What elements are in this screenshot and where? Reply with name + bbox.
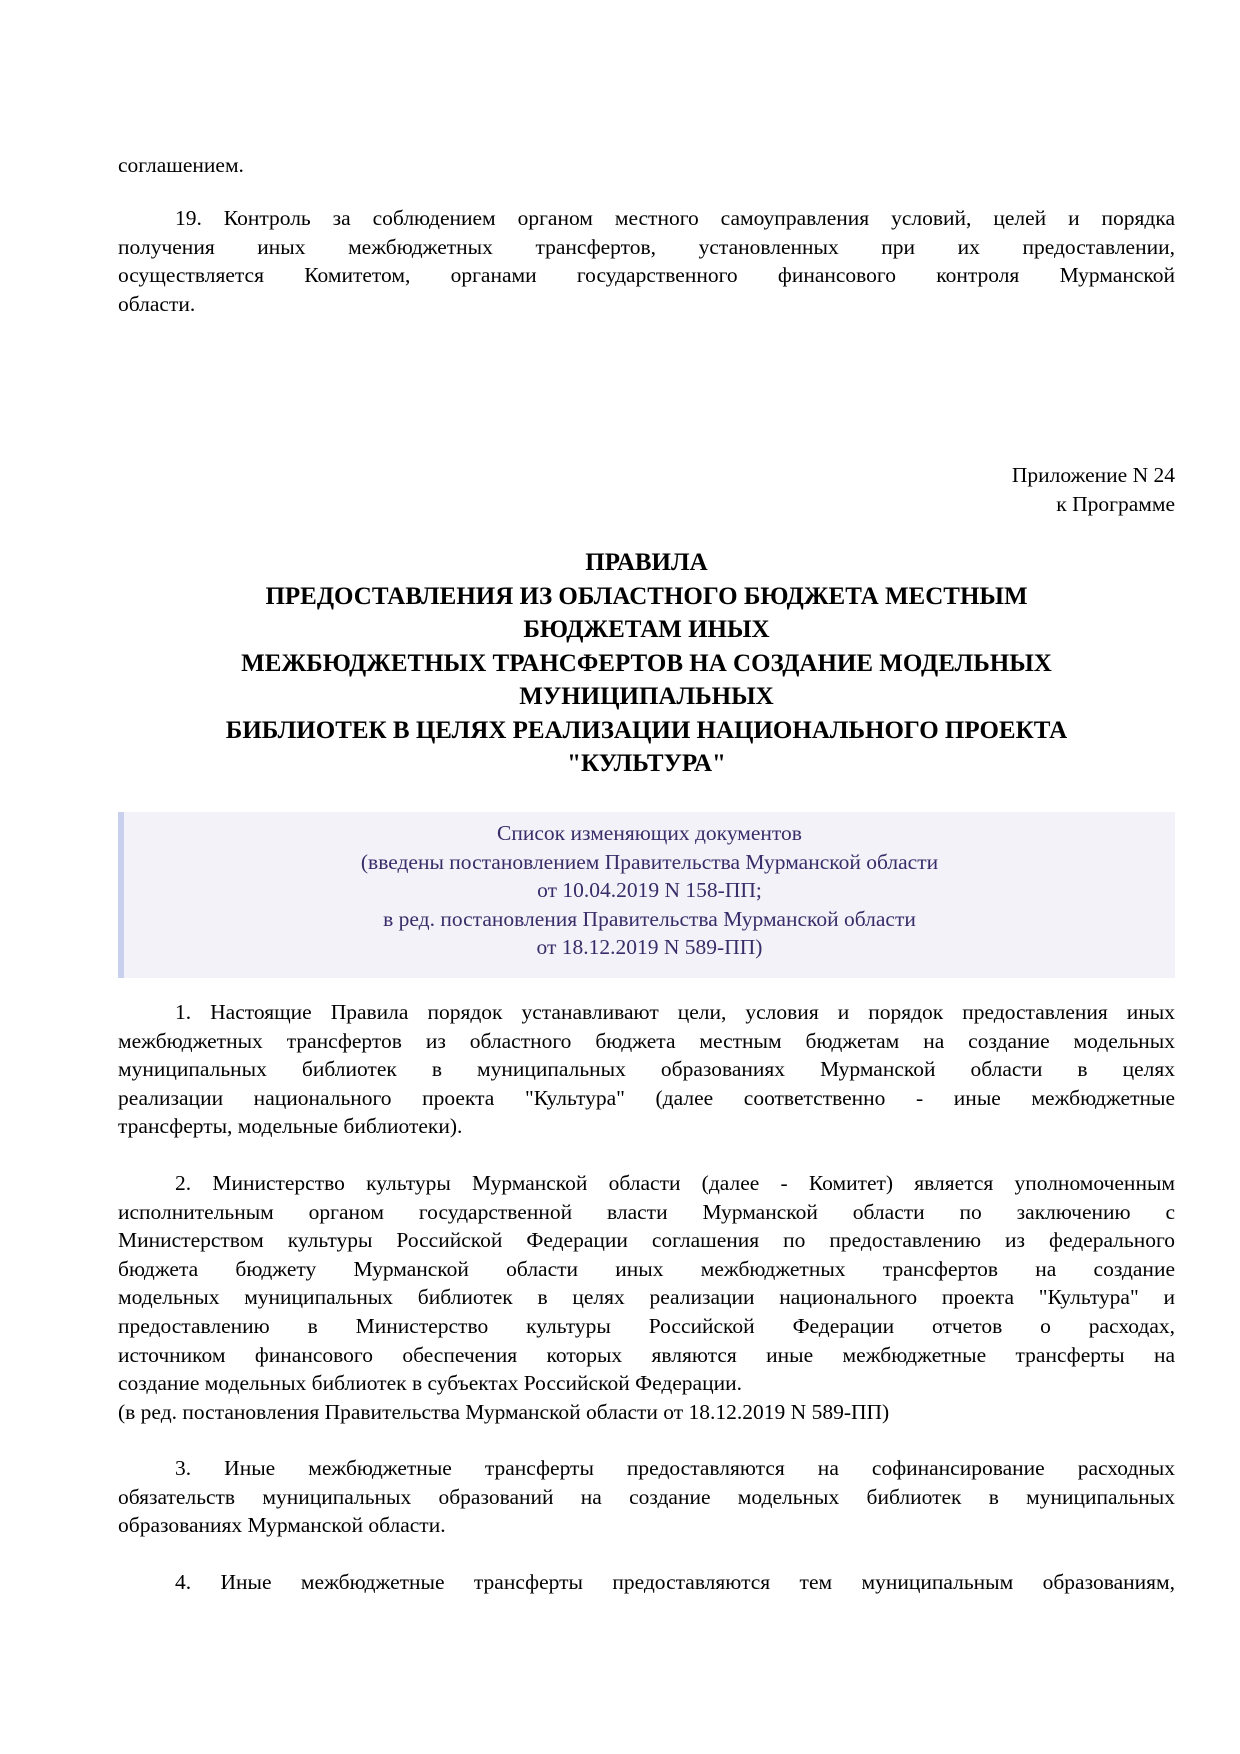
text-line: получения иных межбюджетных трансфертов, установленных при их предоставлении, (118, 234, 1175, 259)
appendix-number: Приложение N 24 (1011, 463, 1175, 487)
text-line: 3. Иные межбюджетные трансферты предоставляются на софинансирование расходных (175, 1456, 1175, 1480)
text-line: создание модельных библиотек в субъектах Российской Федерации. (118, 1371, 742, 1396)
paragraph-3 (118, 1454, 1175, 1540)
changes-line: в ред. постановления Правительства Мурманской области (383, 906, 916, 931)
title-line: ПРАВИЛА (585, 549, 708, 576)
document-title (118, 546, 1175, 781)
title-line: ПРЕДОСТАВЛЕНИЯ ИЗ ОБЛАСТНОГО БЮДЖЕТА МЕСТНЫМ (265, 582, 1028, 610)
paragraph-19 (118, 204, 1175, 318)
text-line: исполнительным органом государственной власти Мурманской области по заключению с (118, 1199, 1175, 1224)
amendment-note: (в ред. постановления Правительства Мурманской области от 18.12.2019 N 589-ПП) (118, 1399, 890, 1424)
text-line: 2. Министерство культуры Мурманской области (далее - Комитет) является уполномоченным (175, 1171, 1175, 1195)
text-line: межбюджетных трансфертов из областного бюджета местным бюджетам на создание модельных (118, 1028, 1175, 1053)
text-line: Министерством культуры Российской Федерации соглашения по предоставлению из федерального (118, 1228, 1175, 1253)
text-line: 4. Иные межбюджетные трансферты предоставляются тем муниципальным образованиям, (175, 1570, 1175, 1594)
text-line: муниципальных библиотек в муниципальных образованиях Мурманской области в целях (118, 1057, 1175, 1082)
paragraph-4 (118, 1568, 1175, 1597)
text-line: образованиях Мурманской области. (118, 1513, 446, 1538)
intro-tail (118, 151, 1175, 180)
text-line: трансферты, модельные библиотеки). (118, 1114, 463, 1139)
changes-heading: Список изменяющих документов (497, 821, 802, 845)
title-line: БЮДЖЕТАМ ИНЫХ (523, 616, 770, 643)
text-line: 19. Контроль за соблюдением органом местного самоуправления условий, целей и порядка (175, 206, 1175, 230)
text-line: области. (118, 291, 196, 316)
appendix-program: к Программе (1056, 491, 1175, 516)
changes-line: от 10.04.2019 N 158-ПП; (537, 878, 762, 903)
text-line: 1. Настоящие Правила порядок устанавливают цели, условия и порядок предоставления иных (175, 1000, 1175, 1024)
text-line: предоставлению в Министерство культуры Российской Федерации отчетов о расходах, (118, 1313, 1175, 1338)
changes-list-box (118, 812, 1175, 978)
appendix-note (118, 461, 1175, 518)
changes-line: от 18.12.2019 N 589-ПП) (536, 935, 763, 960)
text-line: бюджета бюджету Мурманской области иных межбюджетных трансфертов на создание (118, 1256, 1175, 1281)
title-line: "КУЛЬТУРА" (567, 750, 726, 777)
text-line: источником финансового обеспечения которых являются иные межбюджетные трансферты на (118, 1342, 1175, 1367)
paragraph-1 (118, 998, 1175, 1141)
title-line: МУНИЦИПАЛЬНЫХ (519, 683, 774, 710)
text-line: реализации национального проекта "Культура" (далее соответственно - иные межбюджетные (118, 1085, 1175, 1110)
text-line: обязательств муниципальных образований на создание модельных библиотек в муниципальных (118, 1484, 1175, 1509)
text-line: осуществляется Комитетом, органами государственного финансового контроля Мурманской (118, 263, 1175, 288)
text-line: модельных муниципальных библиотек в целях реализации национального проекта "Культура" и (118, 1285, 1175, 1310)
title-line: БИБЛИОТЕК В ЦЕЛЯХ РЕАЛИЗАЦИИ НАЦИОНАЛЬНОГО ПРОЕКТА (225, 716, 1068, 744)
paragraph-2 (118, 1169, 1175, 1426)
title-line: МЕЖБЮДЖЕТНЫХ ТРАНСФЕРТОВ НА СОЗДАНИЕ МОДЕЛЬНЫХ (241, 649, 1052, 677)
changes-line: (введены постановлением Правительства Мурманской области (360, 849, 939, 874)
text-line: соглашением. (118, 153, 244, 177)
